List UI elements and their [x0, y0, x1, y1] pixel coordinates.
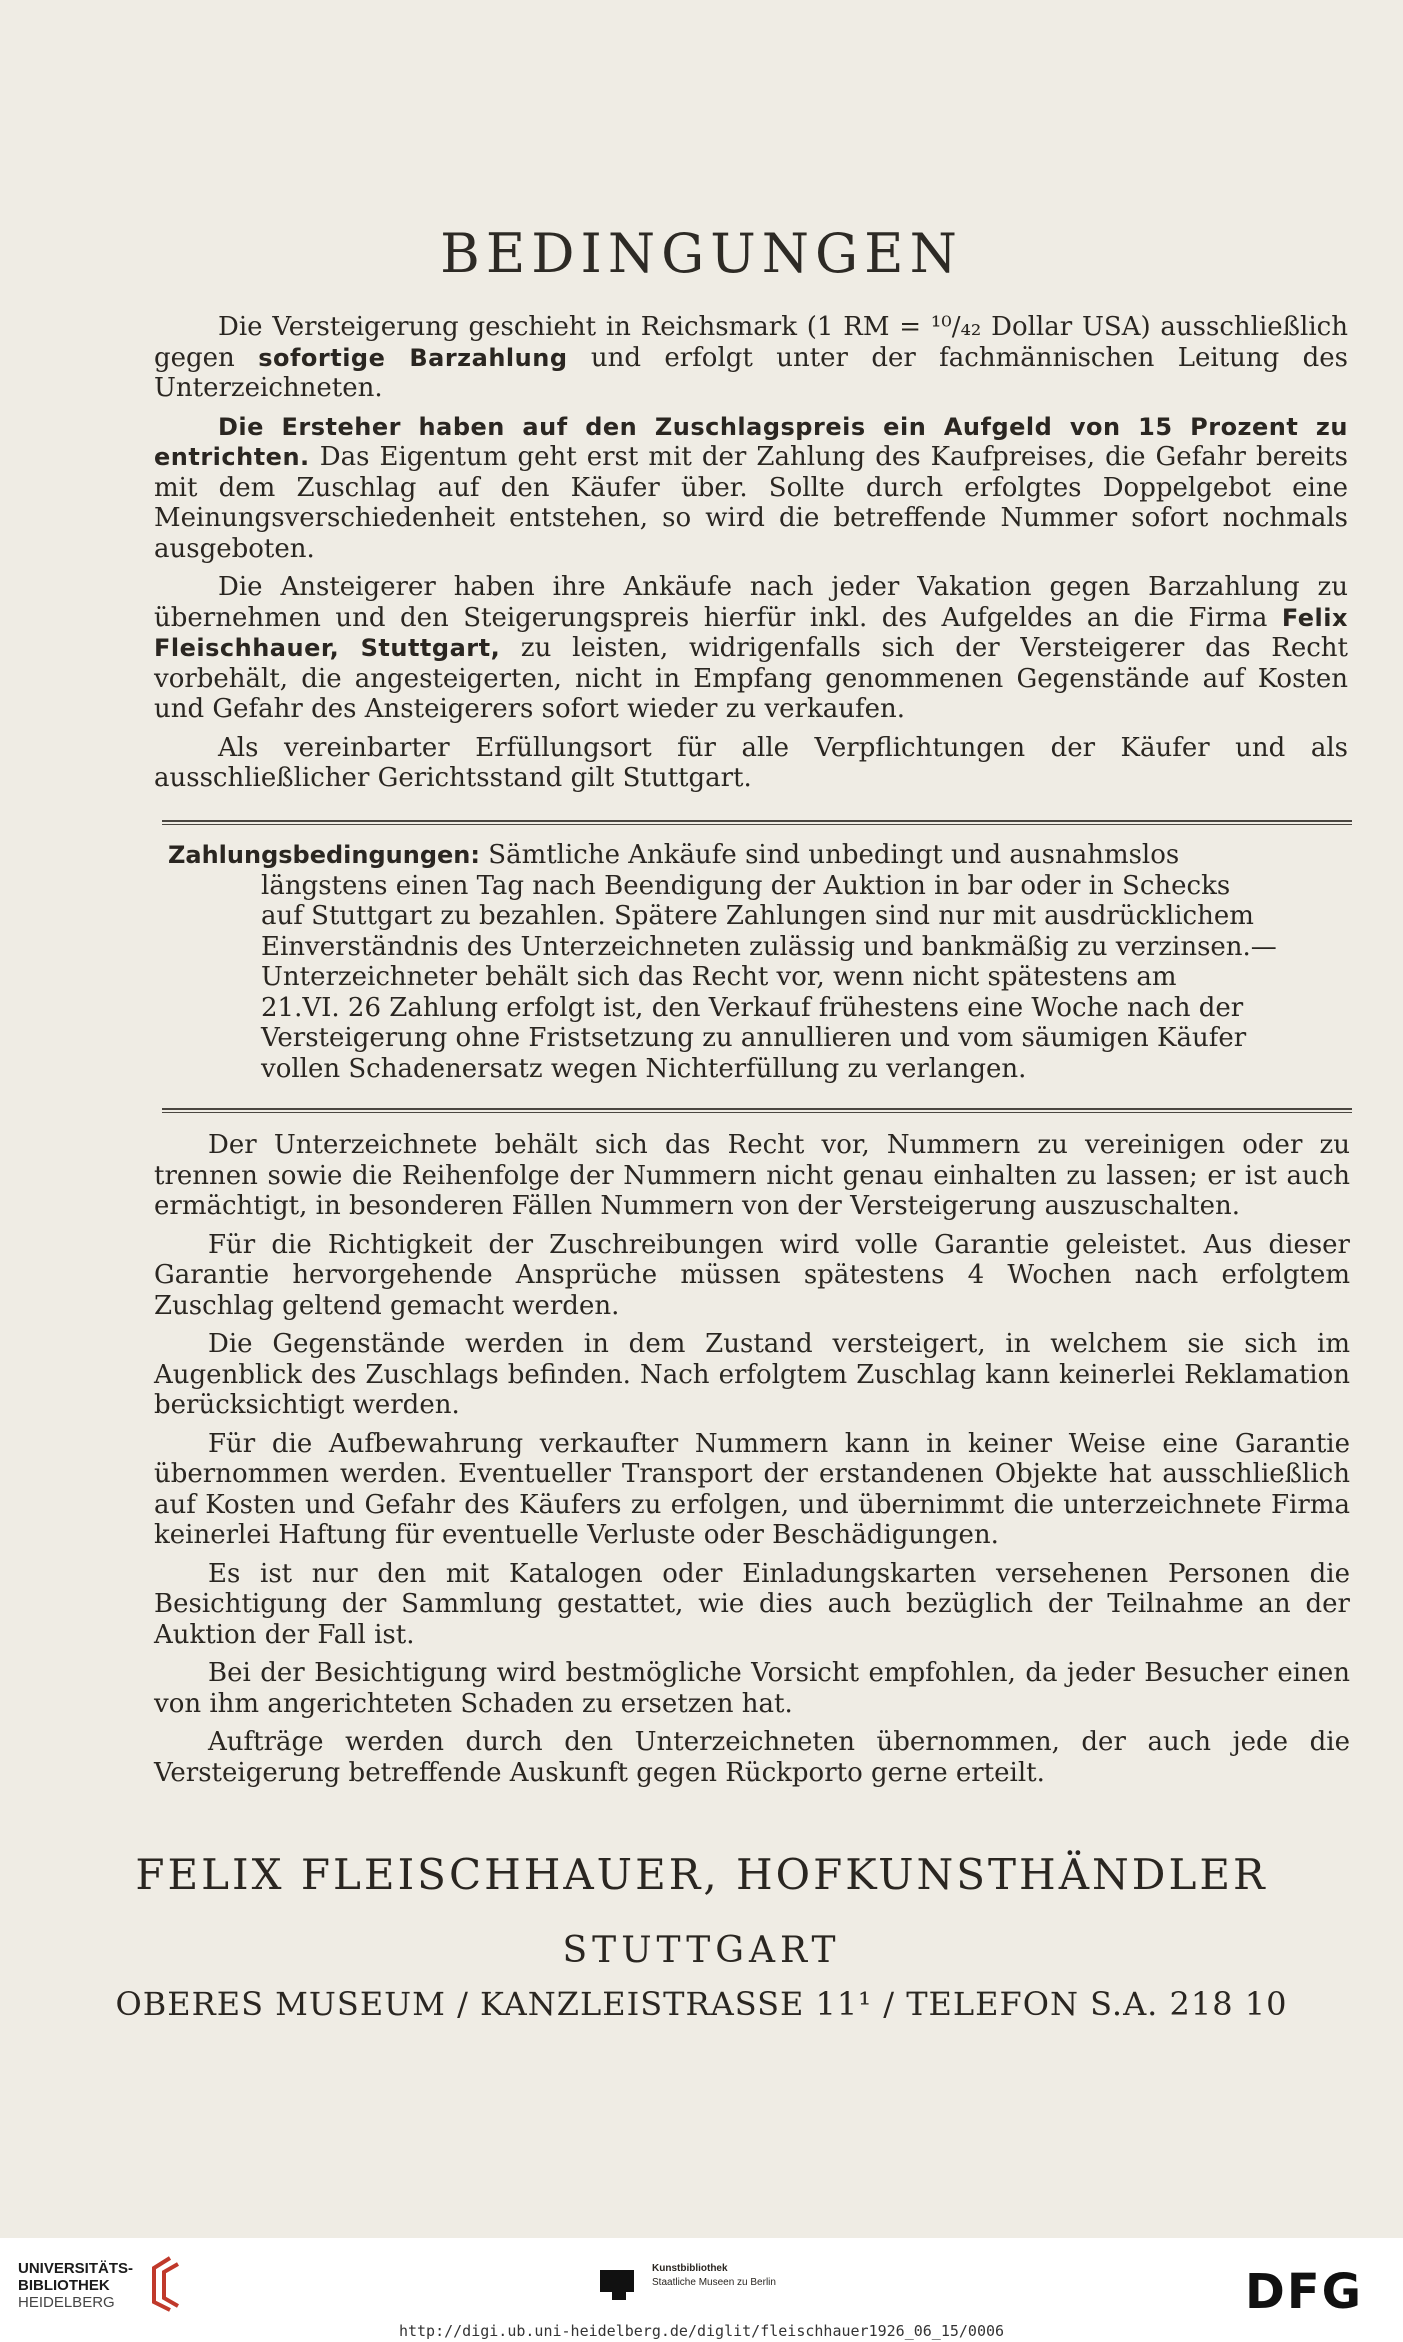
conditions-body	[154, 312, 1348, 802]
logo-text: HEIDELBERG	[18, 2294, 115, 2311]
logo-text: Staatliche Museen zu Berlin	[652, 2277, 776, 2288]
permalink-url[interactable]: http://digi.ub.uni-heidelberg.de/diglit/fleischhauer1926_06_15/0006	[398, 2322, 1005, 2340]
text-run: Die Versteigerung geschieht in Reichsmark (1 RM = ¹⁰/₄₂ Dollar USA) ausschließlich gegen	[154, 312, 1348, 373]
paragraph: Für die Aufbewahrung verkaufter Nummern kann in keiner Weise eine Garantie übernommen werden. Eventueller Transport der erstandenen Objekte hat ausschließlich auf Kosten und Gefahr des Käufers zu erfolgen, und übernimmt die unterzeichnete Firma keinerlei Haftung für eventuelle Verluste oder Beschädigungen.	[154, 1428, 1350, 1550]
divider-rule	[162, 1108, 1352, 1113]
logo-text: BIBLIOTHEK	[18, 2277, 110, 2294]
firm-name: FELIX FLEISCHHAUER, HOFKUNSTHÄNDLER	[135, 1850, 1268, 1899]
payment-line: vollen Schadenersatz wegen Nichterfüllung zu verlangen.	[261, 1053, 1027, 1084]
paragraph: Die Gegenstände werden in dem Zustand versteigert, in welchem sie sich im Augenblick des Zuschlags befinden. Nach erfolgtem Zuschlag kann keinerlei Reklamation berücksichtigt werden.	[154, 1329, 1350, 1420]
paragraph: Aufträge werden durch den Unterzeichneten übernommen, der auch jede die Versteigerung betreffende Auskunft gegen Rückporto gerne erteilt.	[154, 1727, 1350, 1788]
payment-line: längstens einen Tag nach Beendigung der Auktion in bar oder in Schecks	[261, 870, 1231, 901]
text-run: Als vereinbarter Erfüllungsort für alle Verpflichtungen der Käufer und als ausschließlicher Gerichtsstand gilt Stuttgart.	[154, 732, 1348, 793]
general-terms	[154, 1130, 1350, 1796]
dfg-logo[interactable]: DFG	[1245, 2264, 1364, 2320]
payment-label: Zahlungsbedingungen:	[168, 841, 480, 869]
paragraph-payment-firm	[154, 572, 1348, 725]
payment-terms	[168, 840, 1354, 1084]
payment-line: Sämtliche Ankäufe sind unbedingt und ausnahmslos	[488, 840, 1180, 870]
payment-line: Einverständnis des Unterzeichneten zulässig und bankmäßig zu verzinsen.—	[261, 931, 1277, 962]
viewer-footer	[0, 2238, 1403, 2342]
payment-line: 21.VI. 26 Zahlung erfolgt ist, den Verkauf frühestens eine Woche nach der	[261, 992, 1244, 1023]
text-run: und erfolgt unter der fachmännischen Leitung des Unterzeichneten.	[154, 342, 1349, 403]
logo-text: Kunstbibliothek	[652, 2263, 728, 2274]
payment-line: auf Stuttgart zu bezahlen. Spätere Zahlungen sind nur mit ausdrücklichem	[261, 901, 1254, 931]
bold-run: Die Ersteher haben auf den Zuschlagspreis ein Aufgeld von 15 Prozent zu entrichten.	[154, 412, 1348, 471]
page-title: BEDINGUNGEN	[440, 222, 963, 285]
paragraph: Es ist nur den mit Katalogen oder Einladungskarten versehenen Personen die Besichtigung der Sammlung gestattet, wie dies auch bezüglich der Teilnahme an der Auktion der Fall ist.	[154, 1558, 1350, 1650]
paragraph: Für die Richtigkeit der Zuschreibungen wird volle Garantie geleistet. Aus dieser Garantie hervorgehende Ansprüche müssen spätestens 4 Wochen nach erfolgtem Zuschlag geltend gemacht werden.	[154, 1229, 1350, 1321]
paragraph: Der Unterzeichnete behält sich das Recht vor, Nummern zu vereinigen oder zu trennen sowie die Reihenfolge der Nummern nicht genau einhalten zu lassen; er ist auch ermächtigt, in besonderen Fällen Nummern von der Versteigerung auszuschalten.	[154, 1130, 1350, 1221]
bold-run: Felix Fleischhauer, Stuttgart,	[154, 603, 1348, 662]
payment-line: Unterzeichneter behält sich das Recht vor, wenn nicht spätestens am	[261, 962, 1177, 992]
paragraph-currency	[154, 312, 1348, 404]
ub-heidelberg-logo[interactable]	[18, 2260, 133, 2311]
payment-line: Versteigerung ohne Fristsetzung zu annullieren und vom säumigen Käufer	[261, 1023, 1247, 1053]
bold-run: sofortige Barzahlung	[258, 343, 568, 372]
kunstbibliothek-icon	[598, 2264, 638, 2304]
logo-text: UNIVERSITÄTS-	[18, 2260, 134, 2277]
text-run: zu leisten, widrigenfalls sich der Versteigerer das Recht vorbehält, die angesteigerten, nicht in Empfang genommenen Gegenstände auf Kosten und Gefahr des Ansteigerers sofort wieder zu verkaufen.	[154, 633, 1348, 724]
text-run: Das Eigentum geht erst mit der Zahlung des Kaufpreises, die Gefahr bereits mit dem Zuschlag auf den Käufer über. Sollte durch erfolgtes Doppelgebot eine Meinungsverschiedenheit entstehen, so wird die betreffende Nummer sofort nochmals ausgeboten.	[154, 442, 1348, 564]
divider-rule	[162, 820, 1352, 825]
paragraph-jurisdiction	[154, 733, 1348, 794]
kunstbibliothek-logo[interactable]	[652, 2262, 776, 2290]
firm-address: OBERES MUSEUM / KANZLEISTRASSE 11¹ / TELEFON S.A. 218 10	[115, 1985, 1288, 2023]
paragraph: Bei der Besichtigung wird bestmögliche Vorsicht empfohlen, da jeder Besucher einen von ihm angerichteten Schaden zu ersetzen hat.	[154, 1658, 1350, 1719]
ub-emblem-icon	[140, 2254, 192, 2314]
firm-city: STUTTGART	[562, 1930, 841, 1971]
text-run: Die Ansteigerer haben ihre Ankäufe nach jeder Vakation gegen Barzahlung zu übernehmen und den Steigerungspreis hierfür inkl. des Aufgeldes an die Firma	[154, 572, 1348, 633]
paragraph-surcharge	[154, 412, 1348, 565]
